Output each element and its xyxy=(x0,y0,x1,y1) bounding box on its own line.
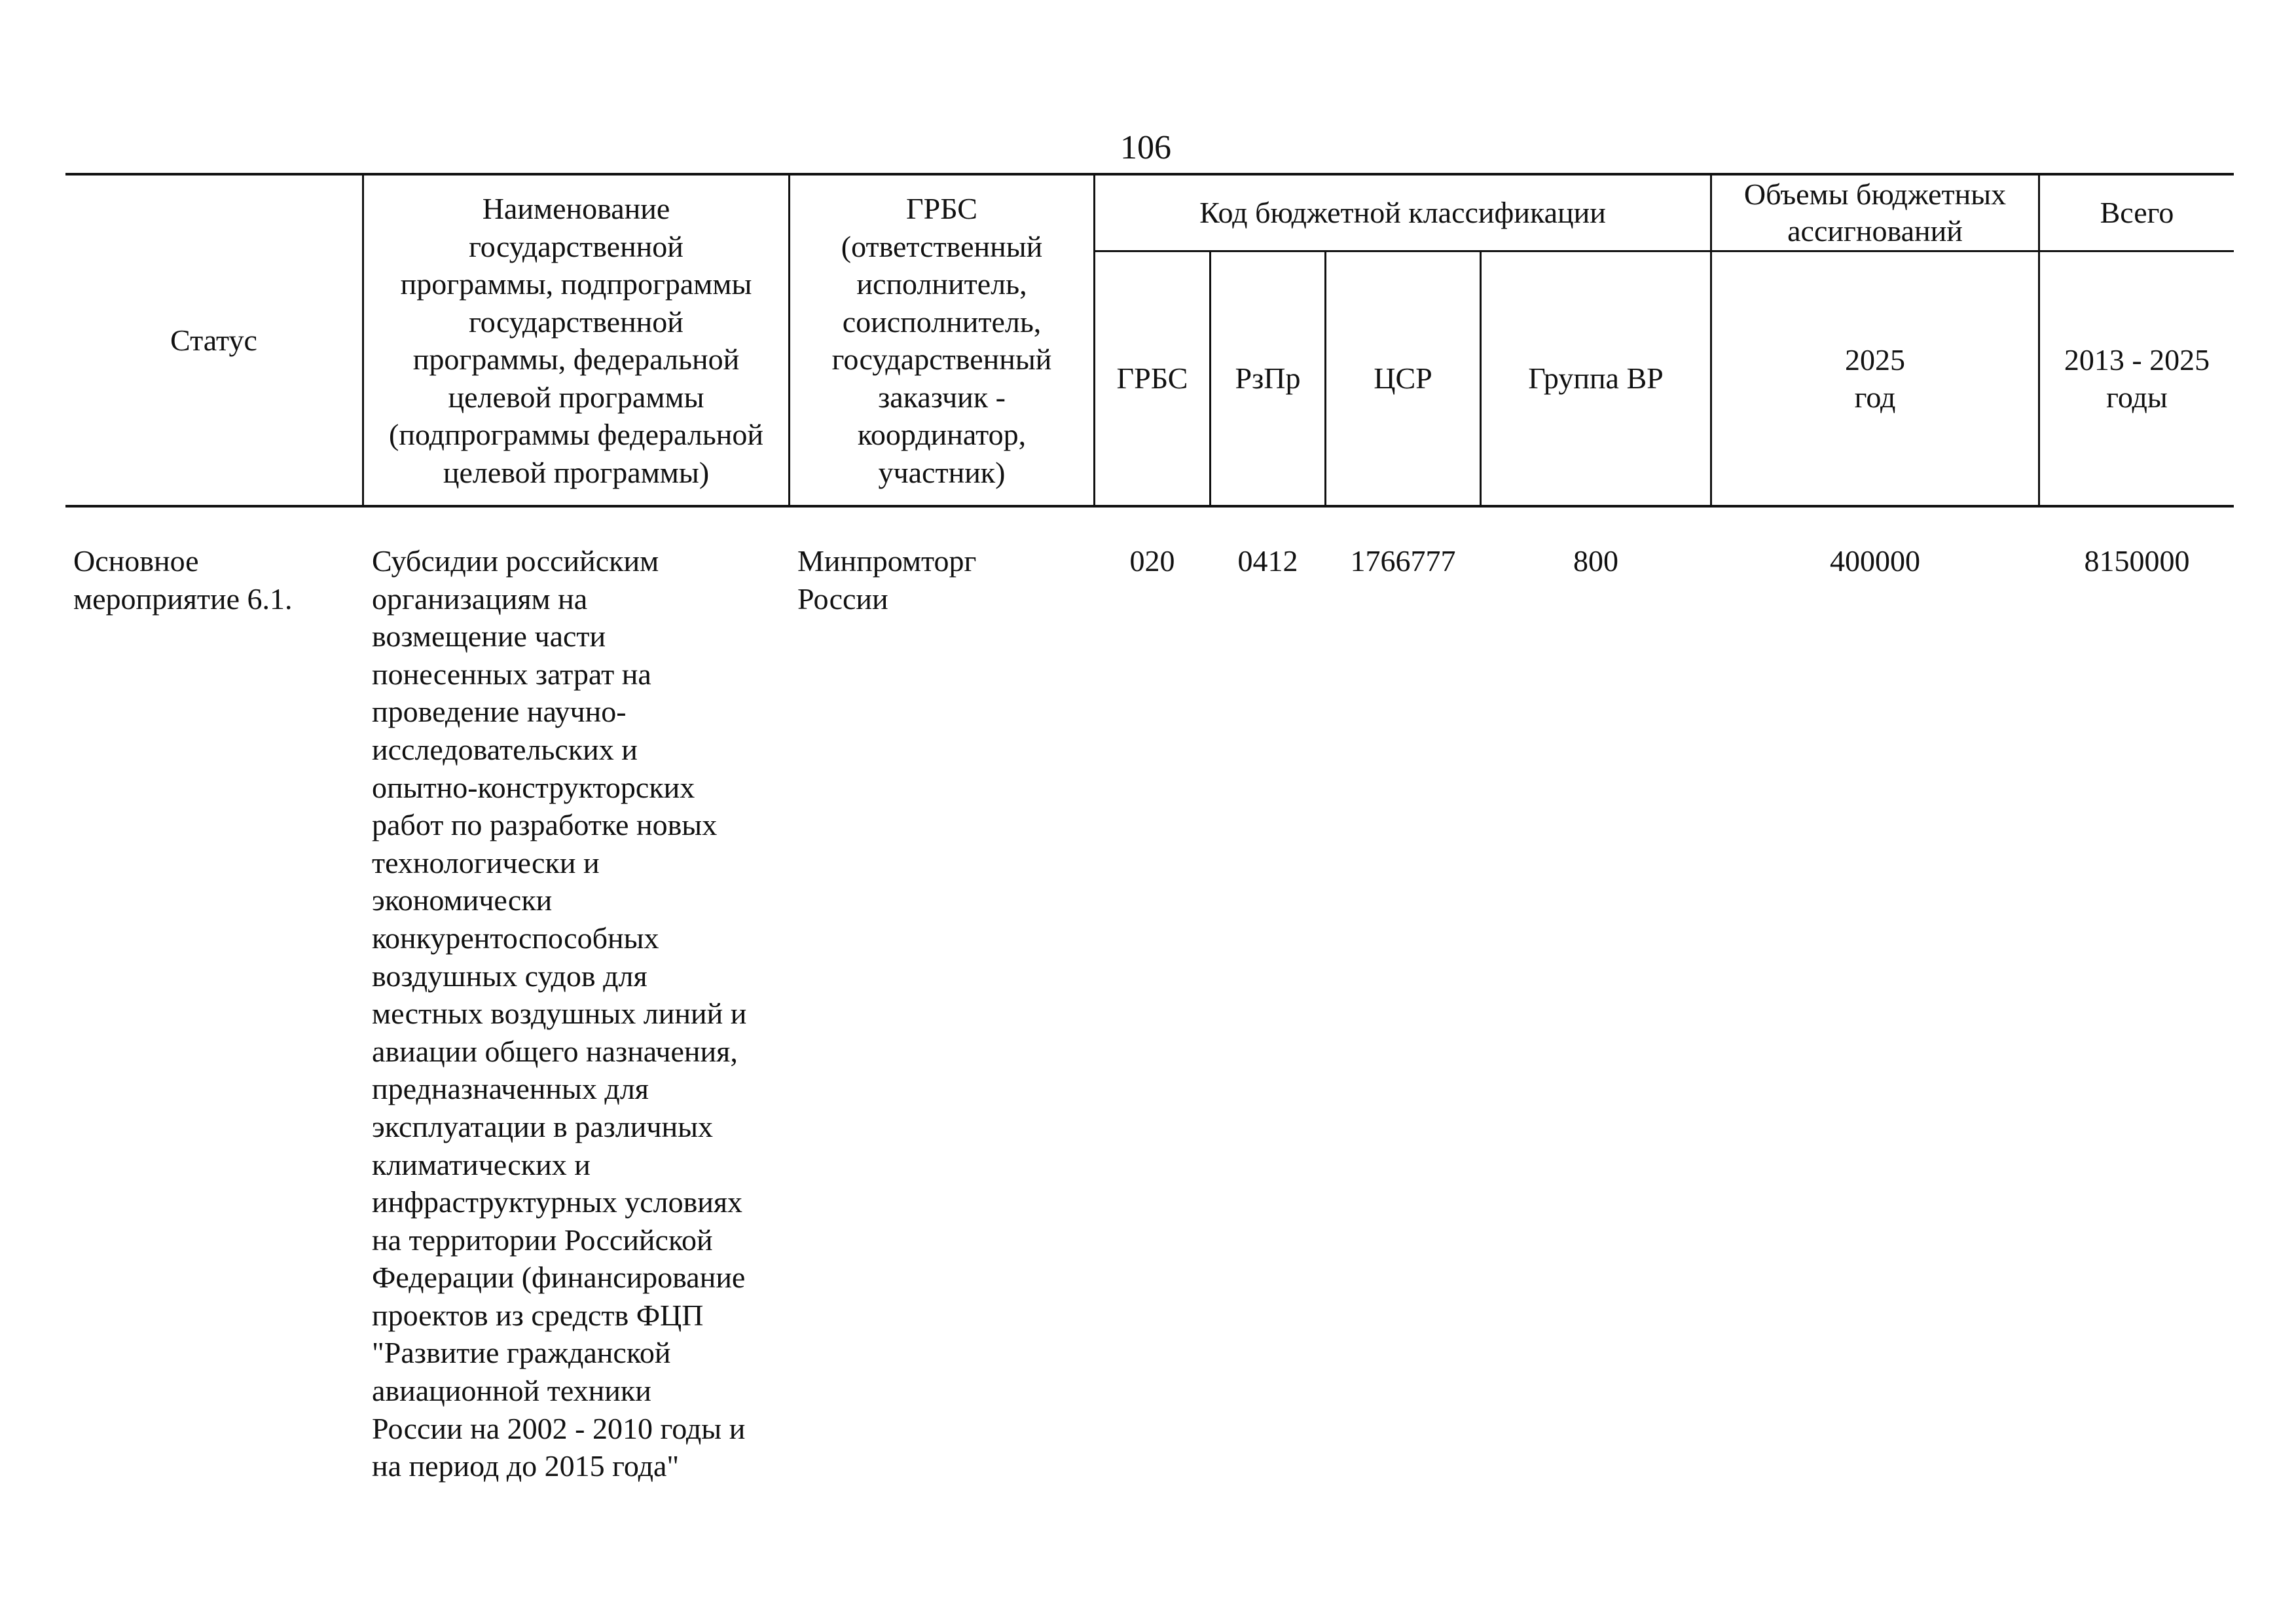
row-program-name: Субсидии российским организациям на возмещение части понесенных затрат на проведение научно- исследовательских и опытно-конструкторских работ по разработке новых технологически и экономически конкурентоспособных воздушных судов для местных воздушных линий и авиации общего назначения, предназначенных для эксплуатации в различных климатических и инфраструктурных условиях на территории Российской Федерации (финансирование проектов из средств ФЦП "Развитие гражданской авиационной техники России на 2002 - 2010 годы и на период до 2015 года" xyxy=(372,544,747,1483)
header-year-2025: 2025 год xyxy=(1845,342,1905,414)
row-grbs-executor: Минпромторг России xyxy=(797,544,977,616)
header-total: Всего xyxy=(2100,196,2174,230)
header-grbs-executor: ГРБС (ответственный исполнитель, соисполнитель, государственный заказчик - координатор, участник) xyxy=(831,192,1052,489)
header-program-name: Наименование государственной программы, подпрограммы государственной программы, федеральной целевой программы (подпрограммы федеральной целевой программы) xyxy=(389,192,763,489)
header-budget-classification-code: Код бюджетной классификации xyxy=(1199,196,1606,230)
row-code-rzpr: 0412 xyxy=(1237,544,1298,578)
row-status: Основное мероприятие 6.1. xyxy=(73,544,293,616)
header-code-grbs: ГРБС xyxy=(1116,361,1188,396)
row-code-csr: 1766777 xyxy=(1350,544,1456,578)
row-amount-2025: 400000 xyxy=(1830,544,1920,578)
row-amount-total: 8150000 xyxy=(2084,544,2190,578)
row-code-grbs: 020 xyxy=(1129,544,1175,578)
header-code-rzpr: РзПр xyxy=(1235,361,1301,396)
header-years-range: 2013 - 2025 годы xyxy=(2064,342,2210,414)
header-code-csr: ЦСР xyxy=(1374,361,1432,396)
header-budget-volumes: Объемы бюджетных ассигнований xyxy=(1743,177,2007,248)
header-bottom-border xyxy=(65,505,2234,507)
header-status: Статус xyxy=(170,323,257,357)
header-code-vr-group: Группа ВР xyxy=(1528,361,1664,396)
row-code-vr-group: 800 xyxy=(1573,544,1618,578)
page-number: 106 xyxy=(1120,129,1171,166)
